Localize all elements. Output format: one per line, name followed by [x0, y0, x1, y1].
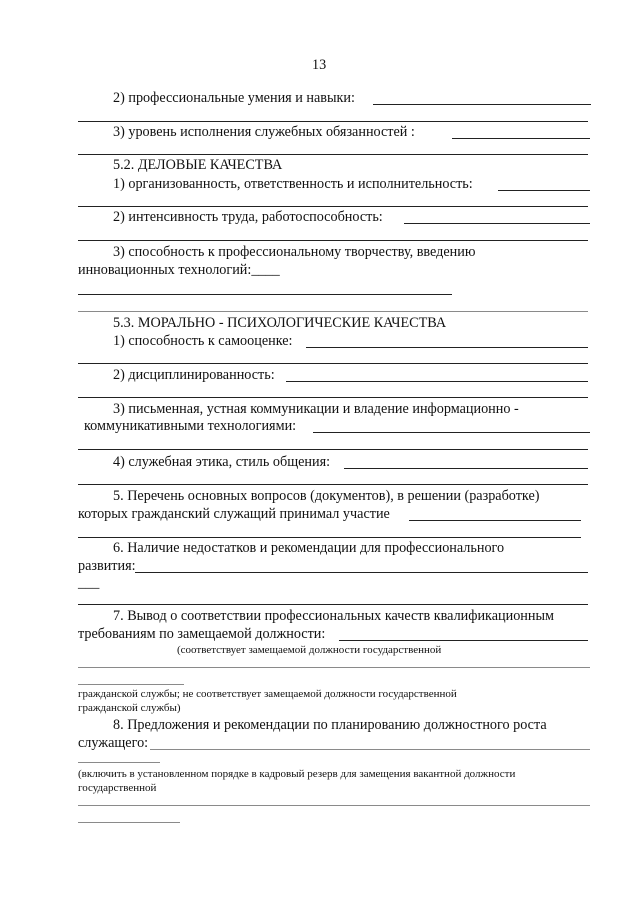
organization-line[interactable] [78, 206, 588, 207]
discipline-field[interactable] [286, 381, 588, 382]
item8-line-2[interactable] [78, 805, 590, 806]
item6-line[interactable] [78, 604, 588, 605]
item5-label-cont: которых гражданский служащий принимал участие [78, 506, 390, 522]
item7-hint-cont: гражданской службы; не соответствует замещаемой должности государственной [78, 688, 457, 700]
item7-label: 7. Вывод о соответствии профессиональных качеств квалификационным [113, 608, 554, 624]
organization-label: 1) организованность, ответственность и исполнительность: [113, 176, 473, 192]
communication-label: 3) письменная, устная коммуникации и владение информационно - [113, 401, 519, 417]
item7-line-1[interactable] [78, 667, 590, 668]
organization-field[interactable] [498, 190, 590, 191]
item8-hint-cont: государственной [78, 782, 157, 794]
communication-line[interactable] [78, 449, 588, 450]
item6-field[interactable] [135, 572, 588, 573]
creativity-label: 3) способность к профессиональному творчеству, введению [113, 244, 476, 260]
item6-label: 6. Наличие недостатков и рекомендации для профессионального [113, 540, 505, 556]
item7-field[interactable] [339, 640, 588, 641]
prof-skills-line[interactable] [78, 121, 588, 122]
item7-label-cont: требованиям по замещаемой должности: [78, 626, 326, 642]
discipline-line[interactable] [78, 397, 588, 398]
page-number: 13 [312, 57, 327, 73]
item7-line-2[interactable] [78, 684, 184, 685]
innovation-label: инновационных технологий:____ [78, 262, 280, 278]
prof-skills-label: 2) профессиональные умения и навыки: [113, 90, 355, 106]
section-5-2-heading: 5.2. ДЕЛОВЫЕ КАЧЕСТВА [113, 157, 283, 173]
prof-skills-field[interactable] [373, 104, 591, 105]
item6-tail: ___ [78, 575, 100, 591]
intensity-field[interactable] [404, 223, 590, 224]
self-assessment-field[interactable] [306, 347, 588, 348]
intensity-line[interactable] [78, 240, 588, 241]
separator-line [78, 311, 588, 312]
ethics-label: 4) служебная этика, стиль общения: [113, 454, 331, 470]
self-assessment-line[interactable] [78, 363, 588, 364]
communication-label-cont: коммуникативными технологиями: [84, 418, 297, 434]
item5-label: 5. Перечень основных вопросов (документов), в решении (разработке) [113, 488, 540, 504]
section-5-3-heading: 5.3. МОРАЛЬНО - ПСИХОЛОГИЧЕСКИЕ КАЧЕСТВА [113, 315, 447, 331]
innovation-line[interactable] [78, 294, 452, 295]
intensity-label: 2) интенсивность труда, работоспособность: [113, 209, 383, 225]
ethics-field[interactable] [344, 468, 588, 469]
item8-line-1[interactable] [78, 762, 160, 763]
item8-line-3[interactable] [78, 822, 180, 823]
duty-level-line[interactable] [78, 154, 588, 155]
item8-label-cont: служащего: [78, 735, 149, 751]
item8-field[interactable] [150, 749, 590, 750]
item8-label: 8. Предложения и рекомендации по планированию должностного роста [113, 717, 547, 733]
duty-level-field[interactable] [452, 138, 590, 139]
ethics-line[interactable] [78, 484, 588, 485]
item5-line[interactable] [78, 537, 581, 538]
item7-hint: (соответствует замещаемой должности государственной [177, 644, 442, 656]
item8-hint: (включить в установленном порядке в кадровый резерв для замещения вакантной должности [78, 768, 516, 780]
item7-hint-end: гражданской службы) [78, 702, 181, 714]
discipline-label: 2) дисциплинированность: [113, 367, 275, 383]
duty-level-label: 3) уровень исполнения служебных обязанностей : [113, 124, 415, 140]
self-assessment-label: 1) способность к самооценке: [113, 333, 293, 349]
communication-field[interactable] [313, 432, 590, 433]
item6-label-cont: развития: [78, 558, 136, 574]
item5-field[interactable] [409, 520, 581, 521]
